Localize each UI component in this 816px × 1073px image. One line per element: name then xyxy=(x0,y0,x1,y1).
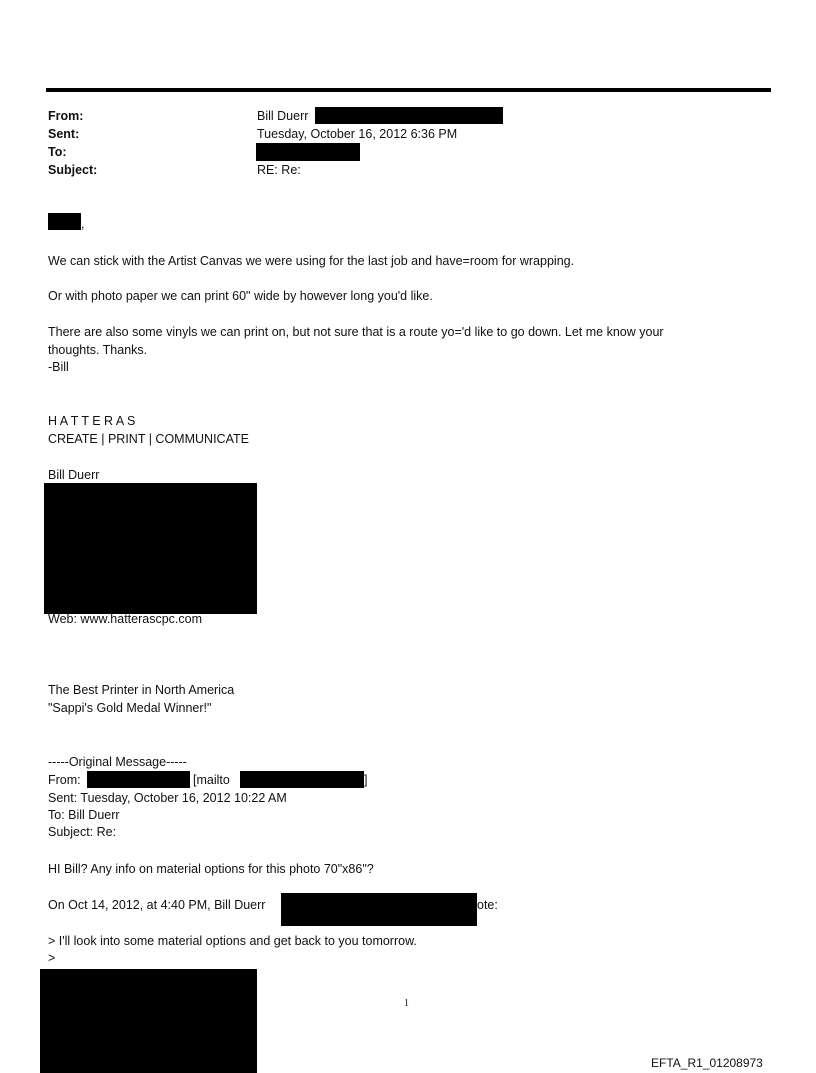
subject-label: Subject: xyxy=(48,163,98,177)
redaction-greeting-name xyxy=(48,213,81,230)
signature-name: Bill Duerr xyxy=(48,468,100,482)
original-sent: Sent: Tuesday, October 16, 2012 10:22 AM xyxy=(48,791,287,805)
quoted-line-1: > I'll look into some material options and get back to you tomorrow. xyxy=(48,934,417,948)
signature-web: Web: www.hatterascpc.com xyxy=(48,612,202,626)
signature-slogan-1: The Best Printer in North America xyxy=(48,683,235,697)
body-paragraph-3-line-2: thoughts. Thanks. xyxy=(48,343,148,357)
sent-label: Sent: xyxy=(48,127,80,141)
body-sign-off: -Bill xyxy=(48,360,69,374)
sent-value: Tuesday, October 16, 2012 6:36 PM xyxy=(257,127,458,141)
signature-tagline: CREATE | PRINT | COMMUNICATE xyxy=(48,432,249,446)
original-subject: Subject: Re: xyxy=(48,825,117,839)
original-from-label: From: xyxy=(48,773,81,787)
original-to: To: Bill Duerr xyxy=(48,808,120,822)
from-value: Bill Duerr xyxy=(257,109,309,123)
redaction-original-from-email xyxy=(240,771,364,788)
bates-number: EFTA_R1_01208973 xyxy=(651,1056,763,1070)
redaction-original-from-name xyxy=(87,771,190,788)
body-paragraph-1: We can stick with the Artist Canvas we were using for the last job and have=room for wrapping. xyxy=(48,254,575,268)
body-paragraph-2: Or with photo paper we can print 60" wide by however long you'd like. xyxy=(48,289,433,303)
redaction-signature-contact xyxy=(44,483,257,614)
quoted-attribution-start: On Oct 14, 2012, at 4:40 PM, Bill Duerr xyxy=(48,898,266,912)
redaction-from-email xyxy=(315,107,503,124)
header-rule xyxy=(46,88,771,92)
page-number: 1 xyxy=(404,998,409,1009)
original-question: HI Bill? Any info on material options for this photo 70"x86"? xyxy=(48,862,374,876)
signature-slogan-2: "Sappi's Gold Medal Winner!" xyxy=(48,701,212,715)
signature-company: H A T T E R A S xyxy=(48,414,136,428)
original-mailto: [mailto xyxy=(193,773,230,787)
subject-value: RE: Re: xyxy=(257,163,301,177)
original-message-marker: -----Original Message----- xyxy=(48,755,187,769)
body-paragraph-3-line-1: There are also some vinyls we can print on, but not sure that is a route yo='d like to go down. Let me know your xyxy=(48,325,664,339)
greeting-comma: , xyxy=(81,217,85,231)
original-mailto-close: ] xyxy=(364,773,368,787)
redaction-quoted-email xyxy=(281,893,477,926)
quoted-line-2: > xyxy=(48,951,56,965)
quoted-attribution-end: ote: xyxy=(477,898,498,912)
redaction-to xyxy=(256,143,360,161)
from-label: From: xyxy=(48,109,84,123)
redaction-bottom-block xyxy=(40,969,257,1073)
to-label: To: xyxy=(48,145,67,159)
